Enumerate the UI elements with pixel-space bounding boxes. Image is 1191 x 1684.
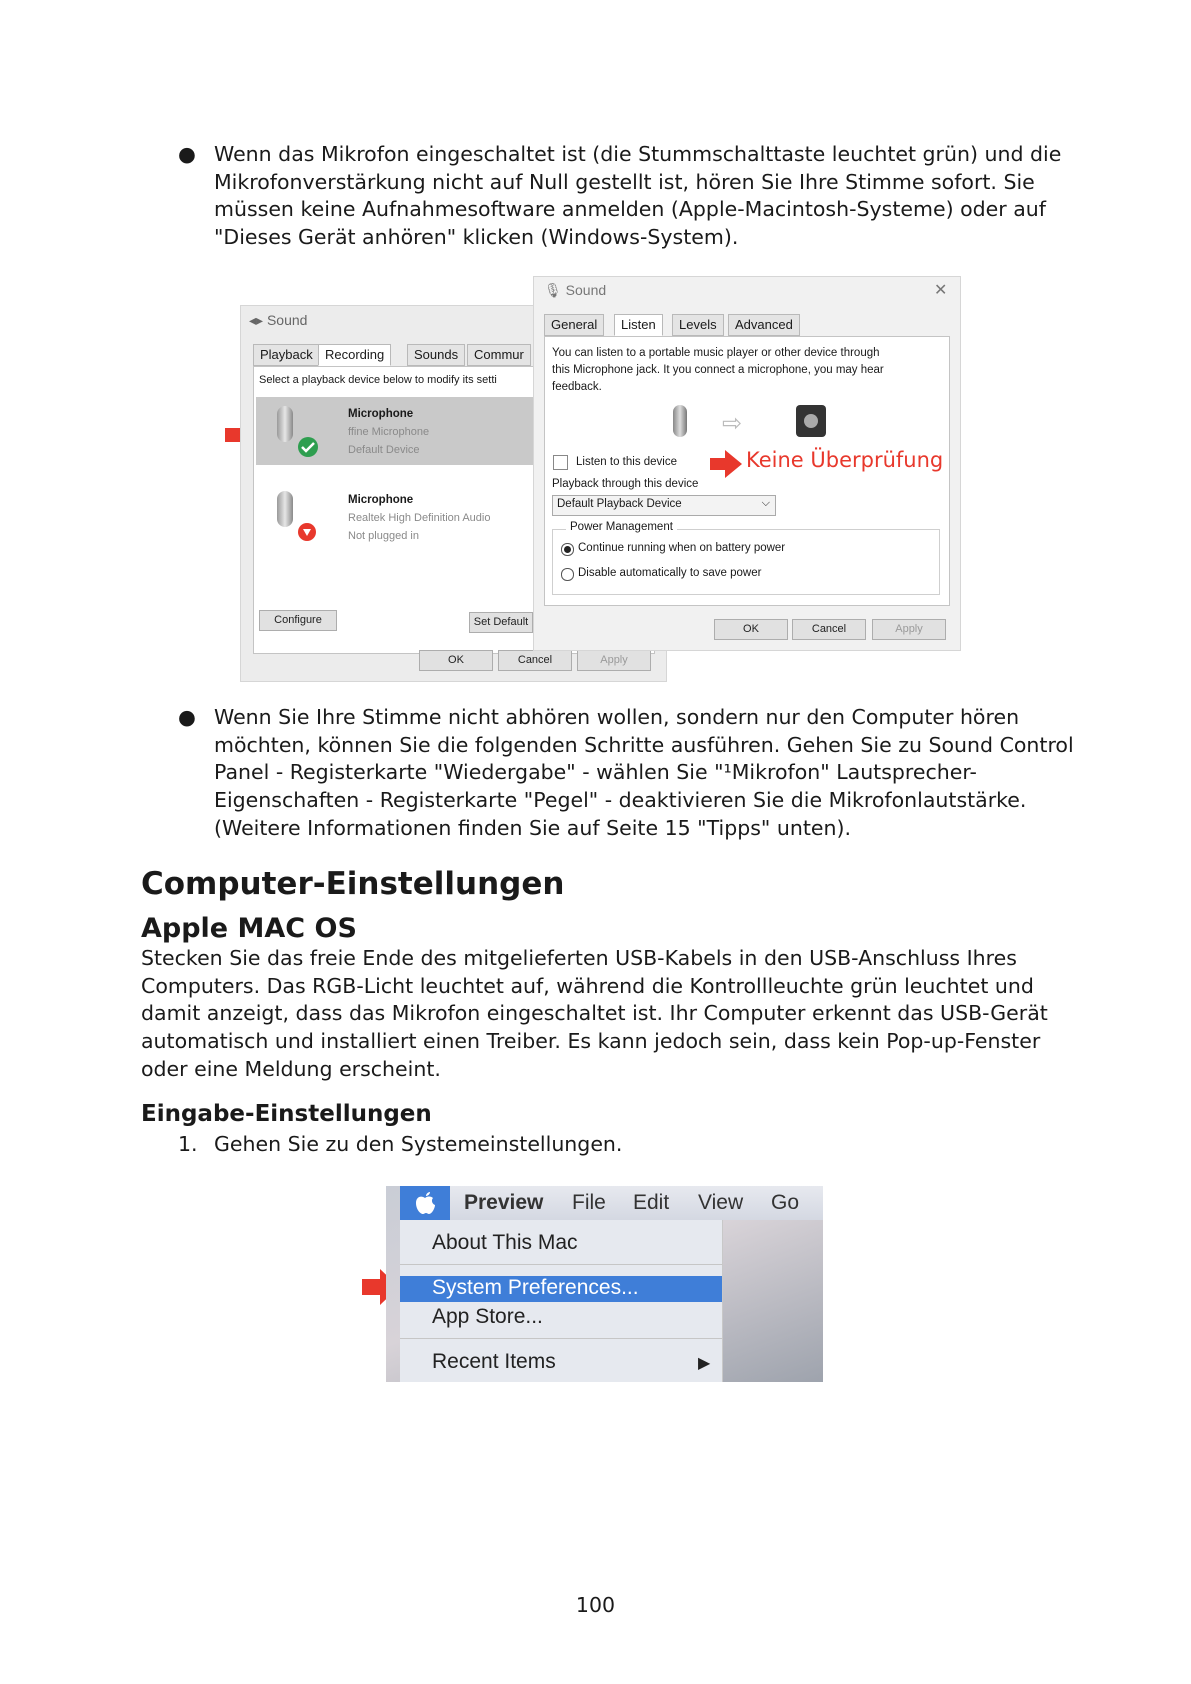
apply-button[interactable]: Apply — [872, 619, 946, 640]
menu-divider — [400, 1264, 722, 1265]
device-name: Microphone — [348, 494, 414, 506]
device-detail: Realtek High Definition Audio — [348, 512, 491, 524]
tab-sounds[interactable]: Sounds — [407, 344, 465, 366]
tab-listen[interactable]: Listen — [614, 314, 663, 336]
microphone-icon — [673, 405, 687, 437]
cancel-button[interactable]: Cancel — [792, 619, 866, 640]
listen-checkbox-label: Listen to this device — [576, 456, 678, 468]
apply-button[interactable]: Apply — [577, 650, 651, 671]
section-heading: Computer-Einstellungen — [141, 866, 565, 902]
ok-button[interactable]: OK — [714, 619, 788, 640]
menu-item-about[interactable]: About This Mac — [432, 1231, 578, 1254]
configure-button[interactable]: Configure — [259, 610, 337, 631]
submenu-arrow-icon: ▶ — [698, 1355, 711, 1372]
close-icon[interactable]: ✕ — [934, 282, 948, 299]
red-arrow-icon — [710, 449, 744, 479]
sub-subsection-heading: Eingabe-Einstellungen — [141, 1101, 432, 1127]
menu-divider — [400, 1338, 722, 1339]
speaker-icon: ◂▸ — [249, 312, 264, 328]
menubar-view[interactable]: View — [698, 1191, 744, 1214]
tab-playback[interactable]: Playback — [253, 344, 320, 366]
radio-disable[interactable] — [561, 568, 574, 581]
radio-disable-label: Disable automatically to save power — [578, 567, 762, 579]
instruction-text: Select a playback device below to modify its setti — [259, 374, 497, 386]
listen-checkbox[interactable] — [553, 455, 568, 470]
tab-general[interactable]: General — [544, 314, 604, 336]
microphone-small-icon: 🎙 — [544, 282, 562, 298]
apple-icon — [415, 1191, 435, 1215]
window-title: Sound — [266, 312, 308, 328]
mac-menubar — [400, 1186, 823, 1220]
radio-continue-label: Continue running when on battery power — [578, 542, 786, 554]
bullet-line: Panel - Registerkarte "Wiedergabe" - wählen Sie "¹Mikrofon" Lautsprecher- — [214, 760, 977, 785]
bullet-line: Eigenschaften - Registerkarte "Pegel" - deaktivieren Sie die Mikrofonlautstärke. — [214, 788, 1027, 813]
list-number: 1. — [178, 1132, 198, 1156]
subsection-heading: Apple MAC OS — [141, 913, 357, 944]
menubar-edit[interactable]: Edit — [633, 1191, 670, 1214]
speaker-device-icon — [796, 405, 826, 437]
playback-label: Playback through this device — [552, 478, 704, 490]
apple-dropdown-menu — [400, 1220, 723, 1382]
window-title: Sound — [565, 282, 607, 298]
menu-item-app-store[interactable]: App Store... — [432, 1305, 543, 1328]
numbered-list-item — [178, 1132, 622, 1156]
bullet-line: möchten, können Sie die folgenden Schritte ausführen. Gehen Sie zu Sound Control — [214, 732, 1074, 757]
check-badge-icon — [297, 436, 319, 458]
bullet-line: Wenn das Mikrofon eingeschaltet ist (die Stummschalttaste leuchtet grün) und die — [214, 142, 1062, 166]
mac-menu-screenshot — [386, 1186, 823, 1382]
menubar-go[interactable]: Go — [771, 1191, 800, 1214]
device-status: Not plugged in — [348, 530, 419, 542]
menubar-preview[interactable]: Preview — [464, 1191, 544, 1214]
microphone-icon — [277, 406, 293, 442]
playback-select[interactable]: Default Playback Device ⌵ — [552, 495, 776, 516]
power-group-label: Power Management — [566, 521, 677, 533]
sound-window-front — [533, 276, 961, 651]
device-detail: ffine Microphone — [348, 426, 430, 438]
radio-continue[interactable] — [561, 543, 574, 556]
ok-button[interactable]: OK — [419, 650, 493, 671]
annotation-label: Keine Überprüfung — [746, 448, 944, 472]
bullet-line: "Dieses Gerät anhören" klicken (Windows-System). — [214, 225, 739, 250]
bullet-line: müssen keine Aufnahmesoftware anmelden (Apple-Macintosh-Systeme) oder auf — [214, 197, 1046, 222]
menubar-file[interactable]: File — [572, 1191, 606, 1214]
tab-communications[interactable]: Commur — [467, 344, 531, 366]
menu-item-recent-items[interactable]: Recent Items — [432, 1350, 556, 1373]
page-number: 100 — [575, 1593, 616, 1617]
device-name: Microphone — [348, 408, 414, 420]
tab-levels[interactable]: Levels — [672, 314, 724, 336]
list-text: Gehen Sie zu den Systemeinstellungen. — [214, 1132, 623, 1156]
bullet-line: (Weitere Informationen finden Sie auf Seite 15 "Tipps" unten). — [214, 815, 851, 840]
cancel-button[interactable]: Cancel — [498, 650, 572, 671]
chevron-down-icon: ⌵ — [761, 497, 770, 509]
apple-menu[interactable] — [400, 1186, 450, 1220]
bullet-marker: ● — [178, 705, 196, 729]
bullet-line: Mikrofonverstärkung nicht auf Null gestellt ist, hören Sie Ihre Stimme sofort. Sie — [214, 169, 1035, 194]
arrow-right-icon: ⇨ — [722, 410, 743, 437]
set-default-button[interactable]: Set Default — [469, 612, 533, 633]
power-group — [552, 529, 940, 595]
menu-item-system-preferences[interactable]: System Preferences... — [400, 1276, 722, 1302]
paragraph: Stecken Sie das freie Ende des mitgelieferten USB-Kabels in den USB-Anschluss Ihres Computers. Das RGB-Licht leuchtet auf, während die Kontrollleuchte grün leuchtet und damit anzeigt, dass das Mikrofon eingeschaltet ist. Ihr Computer erkennt das USB-Gerät automatisch und installiert einen Treiber. Es kann jedoch sein, dass kein Pop-up-Fenster oder eine Meldung erscheint. — [141, 946, 1048, 1081]
microphone-icon — [277, 491, 293, 527]
bullet-marker: ● — [178, 142, 196, 166]
device-status: Default Device — [348, 444, 420, 456]
tab-advanced[interactable]: Advanced — [728, 314, 800, 336]
unplugged-badge-icon — [297, 522, 317, 542]
tab-recording[interactable]: Recording — [318, 344, 391, 366]
listen-description: You can listen to a portable music player or other device through this Microphone jack. It you connect a microphone, you may hear feedback. — [552, 347, 884, 393]
bullet-line: Wenn Sie Ihre Stimme nicht abhören wollen, sondern nur den Computer hören — [214, 705, 1020, 729]
